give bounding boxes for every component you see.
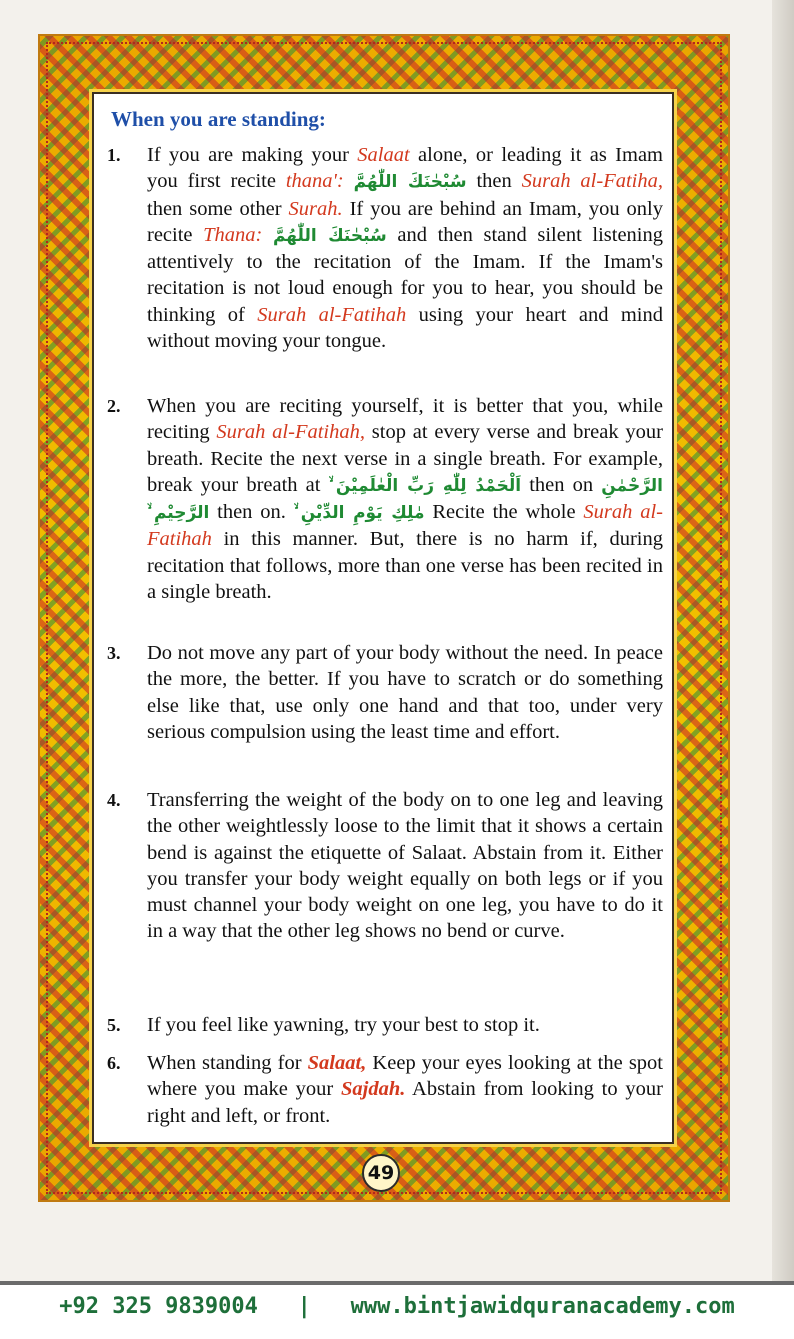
list-item-6 — [107, 1050, 663, 1129]
text-run: Recite the whole — [424, 501, 584, 524]
item-text — [147, 1050, 663, 1129]
text-run: then some other — [147, 197, 289, 220]
emphasis-term: Salaat, — [307, 1052, 367, 1074]
footer-phone: +92 325 9839004 — [59, 1294, 258, 1319]
section-heading: When you are standing: — [111, 107, 326, 131]
text-run: then — [466, 170, 522, 193]
footer-contact — [0, 1294, 794, 1319]
text-run: When standing for — [147, 1052, 308, 1074]
emphasis-term: Surah al-Fatihah, — [216, 421, 365, 444]
item-text: If you feel like yawning, try your best to stop it. — [147, 1014, 540, 1036]
emphasis-term: Surah. — [288, 197, 343, 220]
text-run: Keep your eyes looking at the spot where you make your — [147, 1052, 663, 1101]
list-item-2 — [107, 393, 663, 605]
emphasis-term: Sajdah. — [340, 1078, 406, 1101]
list-item-5 — [107, 1012, 663, 1038]
arabic-text: اَلْحَمْدُ لِلّٰهِ رَبِّ الْعٰلَمِيْنَ ۙ — [328, 475, 522, 496]
text-run: and then stand silent listening attentively to the recitation of the Imam. If the Imam's recitation is not loud enough for you to hear, you should be thinking of — [147, 223, 663, 326]
footer-separator: | — [297, 1294, 311, 1319]
text-run: using your heart and mind without moving your tongue. — [147, 303, 663, 353]
item-number: 4. — [107, 790, 121, 810]
emphasis-term: Surah al-Fatihah — [147, 501, 664, 551]
emphasis-term: Surah al-Fatiha, — [521, 170, 663, 193]
page-number: 49 — [362, 1154, 400, 1192]
page-edge-shadow — [772, 0, 794, 1282]
arabic-text: سُبْحٰنَكَ اللّٰهُمَّ — [353, 172, 467, 193]
list-item-3 — [107, 640, 663, 745]
emphasis-term: Salaat — [357, 144, 410, 166]
list-item-4 — [107, 787, 663, 945]
arabic-text: مٰلِكِ يَوْمِ الدِّيْنِ ۙ — [293, 503, 425, 524]
list-item-1 — [107, 142, 663, 354]
text-run: then on. — [209, 501, 294, 524]
footer-divider — [0, 1281, 794, 1285]
item-text — [147, 393, 663, 605]
footer-website[interactable]: www.bintjawidquranacademy.com — [350, 1294, 735, 1319]
item-text: Transferring the weight of the body on to one leg and leaving the other weightlessly loose to the limit that it shows a certain bend is against the etiquette of Salaat. Abstain from it. Either you transfer your body weight equally on both legs or if you must channel your body weight on one leg, you have to do it in a way that the other leg shows no bend or curve. — [147, 789, 663, 943]
emphasis-term: Thana: — [203, 223, 263, 246]
text-run: alone, or leading it as Imam you first recite — [147, 144, 664, 193]
arabic-text: سُبْحٰنَكَ اللّٰهُمَّ — [272, 225, 387, 246]
text-run: If you are making your — [147, 144, 358, 166]
text-run: stop at every verse and break your breath. Recite the next verse in a single breath. For example, break your breath at — [147, 421, 663, 496]
text-run: Abstain from looking to your right and left, or front. — [147, 1078, 663, 1127]
item-number: 6. — [107, 1053, 121, 1073]
text-run: When you are reciting yourself, it is better that you, while reciting — [147, 395, 663, 444]
emphasis-term: thana': — [285, 170, 344, 193]
emphasis-term: Surah al-Fatihah — [257, 303, 407, 326]
item-number: 2. — [107, 396, 121, 416]
item-text: Do not move any part of your body without the need. In peace the more, the better. If you have to scratch or do something else like that, use only one hand and that too, under very serious compulsion using the least time and effort. — [147, 642, 663, 743]
text-run: then on — [521, 473, 602, 496]
item-text — [147, 142, 663, 354]
arabic-text: الرَّحْمٰنِ الرَّحِيْمِ ۙ — [147, 475, 663, 524]
item-number: 1. — [107, 145, 121, 165]
item-number: 3. — [107, 643, 121, 663]
text-run: in this manner. But, there is no harm if, during recitation that follows, more than one verse has been recited in a single breath. — [147, 528, 663, 604]
text-run: If you are behind an Imam, you only recite — [147, 197, 663, 246]
item-number: 5. — [107, 1015, 121, 1035]
